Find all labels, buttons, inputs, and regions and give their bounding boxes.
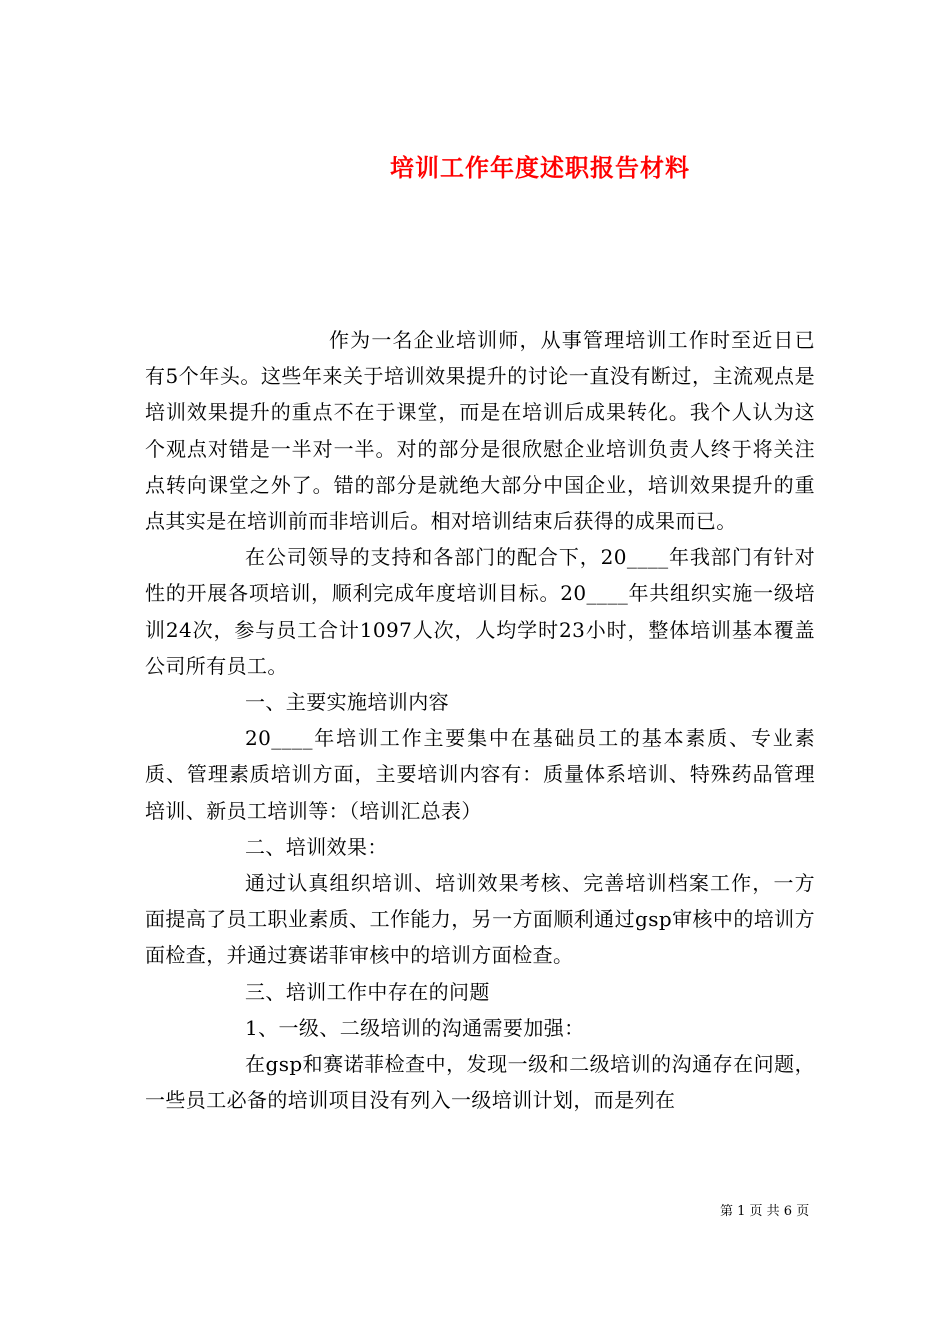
section-heading-2: 二、培训效果： — [245, 834, 388, 859]
subheading-communication: 1、一级、二级培训的沟通需要加强： — [245, 1015, 585, 1040]
section-heading-3: 三、培训工作中存在的问题 — [245, 979, 490, 1004]
paragraph-training-content: 20____年培训工作主要集中在基础员工的基本素质、专业素质、管理素质培训方面，主要培训内容有：质量体系培训、特殊药品管理培训、新员工培训等：（培训汇总表） — [145, 726, 815, 823]
paragraph-training-effect: 通过认真组织培训、培训效果考核、完善培训档案工作，一方面提高了员工职业素质、工作能力，另一方面顺利通过gsp审核中的培训方面检查，并通过赛诺菲审核中的培训方面检查。 — [145, 871, 815, 968]
paragraph-intro: 作为一名企业培训师，从事管理培训工作时至近日已有5个年头。这些年来关于培训效果提升的讨论一直没有断过，主流观点是培训效果提升的重点不在于课堂，而是在培训后成果转化。我个人认为这个观点对错是一半对一半。对的部分是很欣慰企业培训负责人终于将关注点转向课堂之外了。错的部分是就绝大部分中国企业，培训效果提升的重点其实是在培训前而非培训后。相对培训结束后获得的成果而已。 — [145, 328, 815, 534]
paragraph-summary: 在公司领导的支持和各部门的配合下，20____年我部门有针对性的开展各项培训，顺利完成年度培训目标。20____年共组织实施一级培训24次，参与员工合计1097人次，人均学时23小时，整体培训基本覆盖公司所有员工。 — [145, 545, 815, 678]
paragraph-communication-issue: 在gsp和赛诺菲检查中，发现一级和二级培训的沟通存在问题，一些员工必备的培训项目没有列入一级培训计划，而是列在 — [145, 1052, 815, 1113]
section-heading-1: 一、主要实施培训内容 — [245, 690, 449, 715]
page-number-footer: 第 1 页 共 6 页 — [720, 1204, 810, 1219]
document-body — [145, 322, 815, 1118]
document-title: 培训工作年度述职报告材料 — [390, 153, 690, 183]
